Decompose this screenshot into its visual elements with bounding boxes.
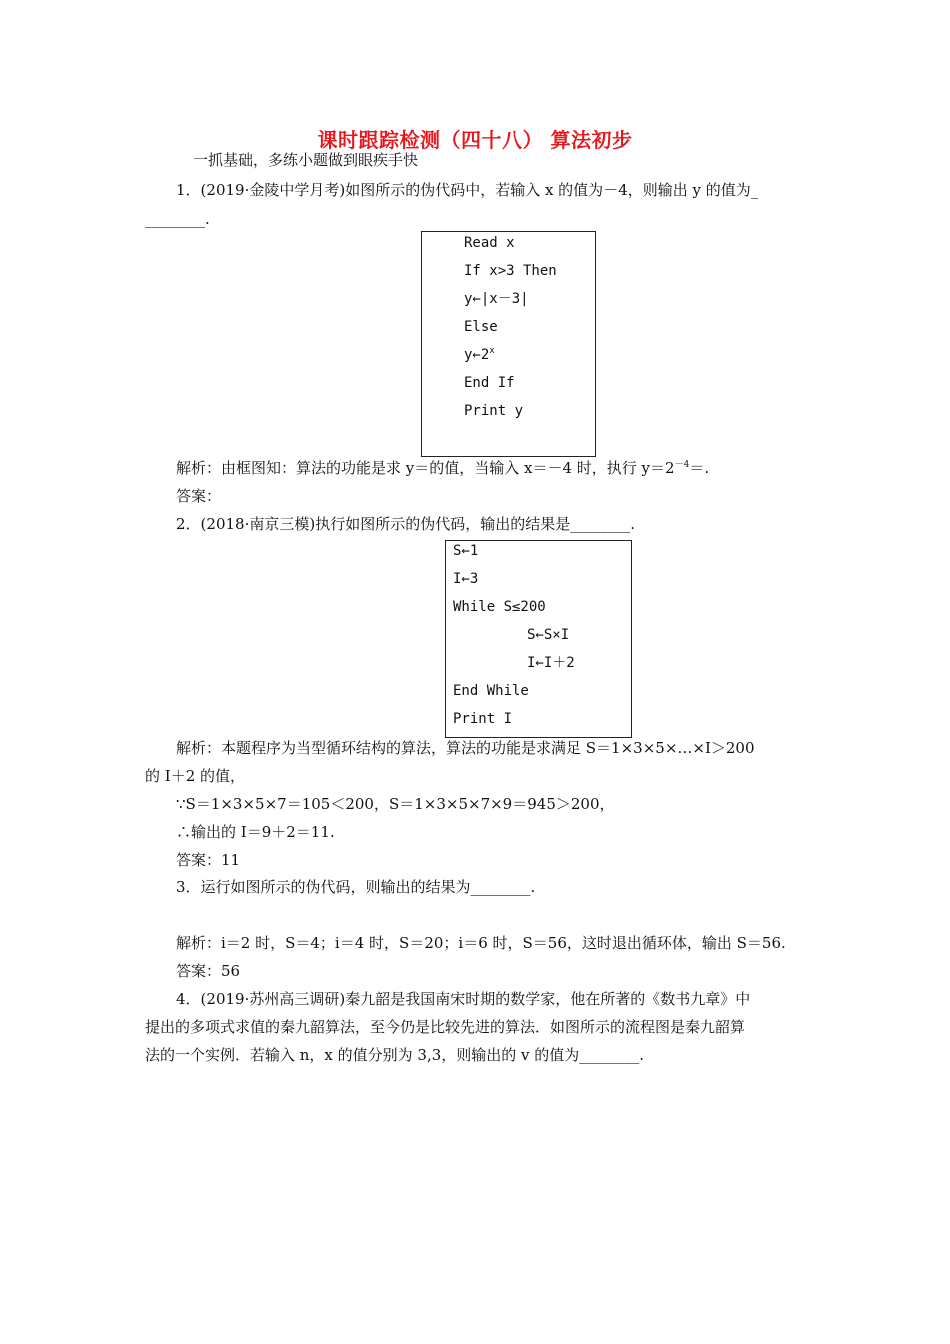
- q1-analysis-text-b: ＝.: [689, 459, 710, 477]
- q1-code-line4: Else: [464, 319, 498, 335]
- q2-code-line6: End While: [453, 683, 529, 699]
- section-subtitle: 一抓基础，多练小题做到眼疾手快: [193, 151, 419, 169]
- q2-code-line7: Print I: [453, 711, 513, 727]
- q1-analysis-exponent: －4: [674, 460, 690, 470]
- q2-code-line3: While S≤200: [453, 599, 546, 615]
- q1-analysis-text-a: 解析：由框图知：算法的功能是求 y＝的值，当输入 x＝－4 时，执行 y＝2: [176, 459, 675, 477]
- page-title: 课时跟踪检测（四十八） 算法初步: [317, 128, 633, 152]
- q2-code-line5: I←I＋2: [527, 655, 575, 671]
- q1-code-line6: End If: [464, 375, 515, 391]
- q1-analysis: [176, 458, 709, 478]
- q2-code-line2: I←3: [453, 571, 479, 587]
- q2-analysis-line2: 的 I＋2 的值，: [145, 767, 246, 785]
- q2-analysis-line4: ∴输出的 I＝9＋2＝11.: [176, 823, 335, 841]
- q3-answer: 答案：56: [176, 962, 241, 980]
- q1-code-line3: y←|x－3|: [464, 291, 529, 307]
- q4-stem-line2: 提出的多项式求值的秦九韶算法，至今仍是比较先进的算法．如图所示的流程图是秦九韶算: [145, 1018, 746, 1036]
- q1-code-line2: If x>3 Then: [464, 263, 557, 279]
- q1-stem-line2: ________.: [145, 210, 210, 228]
- q1-code-line5-text: y←2: [464, 347, 490, 363]
- q1-code-line5: [464, 346, 495, 364]
- q4-stem-line1: 4．(2019·苏州高三调研)秦九韶是我国南宋时期的数学家，他在所著的《数书九章》中: [176, 990, 751, 1008]
- q3-analysis: 解析：i＝2 时，S＝4；i＝4 时，S＝20；i＝6 时，S＝56，这时退出循环体，输出 S＝56.: [176, 934, 786, 952]
- q2-answer: 答案：11: [176, 851, 241, 869]
- q2-analysis-line1: 解析：本题程序为当型循环结构的算法，算法的功能是求满足 S＝1×3×5×…×I＞200: [176, 739, 755, 757]
- q4-stem-line3: 法的一个实例．若输入 n，x 的值分别为 3,3，则输出的 v 的值为________.: [145, 1046, 645, 1064]
- q3-stem: 3．运行如图所示的伪代码，则输出的结果为________.: [176, 878, 536, 896]
- q2-code-line1: S←1: [453, 543, 479, 559]
- q1-answer: 答案：: [176, 487, 222, 505]
- q1-code-line7: Print y: [464, 403, 524, 419]
- q1-code-exponent: x: [489, 346, 495, 356]
- q1-code-line1: Read x: [464, 235, 515, 251]
- q2-stem: 2．(2018·南京三模)执行如图所示的伪代码，输出的结果是________.: [176, 515, 635, 533]
- q1-stem-line1: 1．(2019·金陵中学月考)如图所示的伪代码中，若输入 x 的值为－4，则输出 y 的值为_: [176, 181, 759, 199]
- q2-analysis-line3: ∵S＝1×3×5×7＝105＜200，S＝1×3×5×7×9＝945＞200，: [176, 795, 615, 813]
- q2-code-line4: S←S×I: [527, 627, 570, 643]
